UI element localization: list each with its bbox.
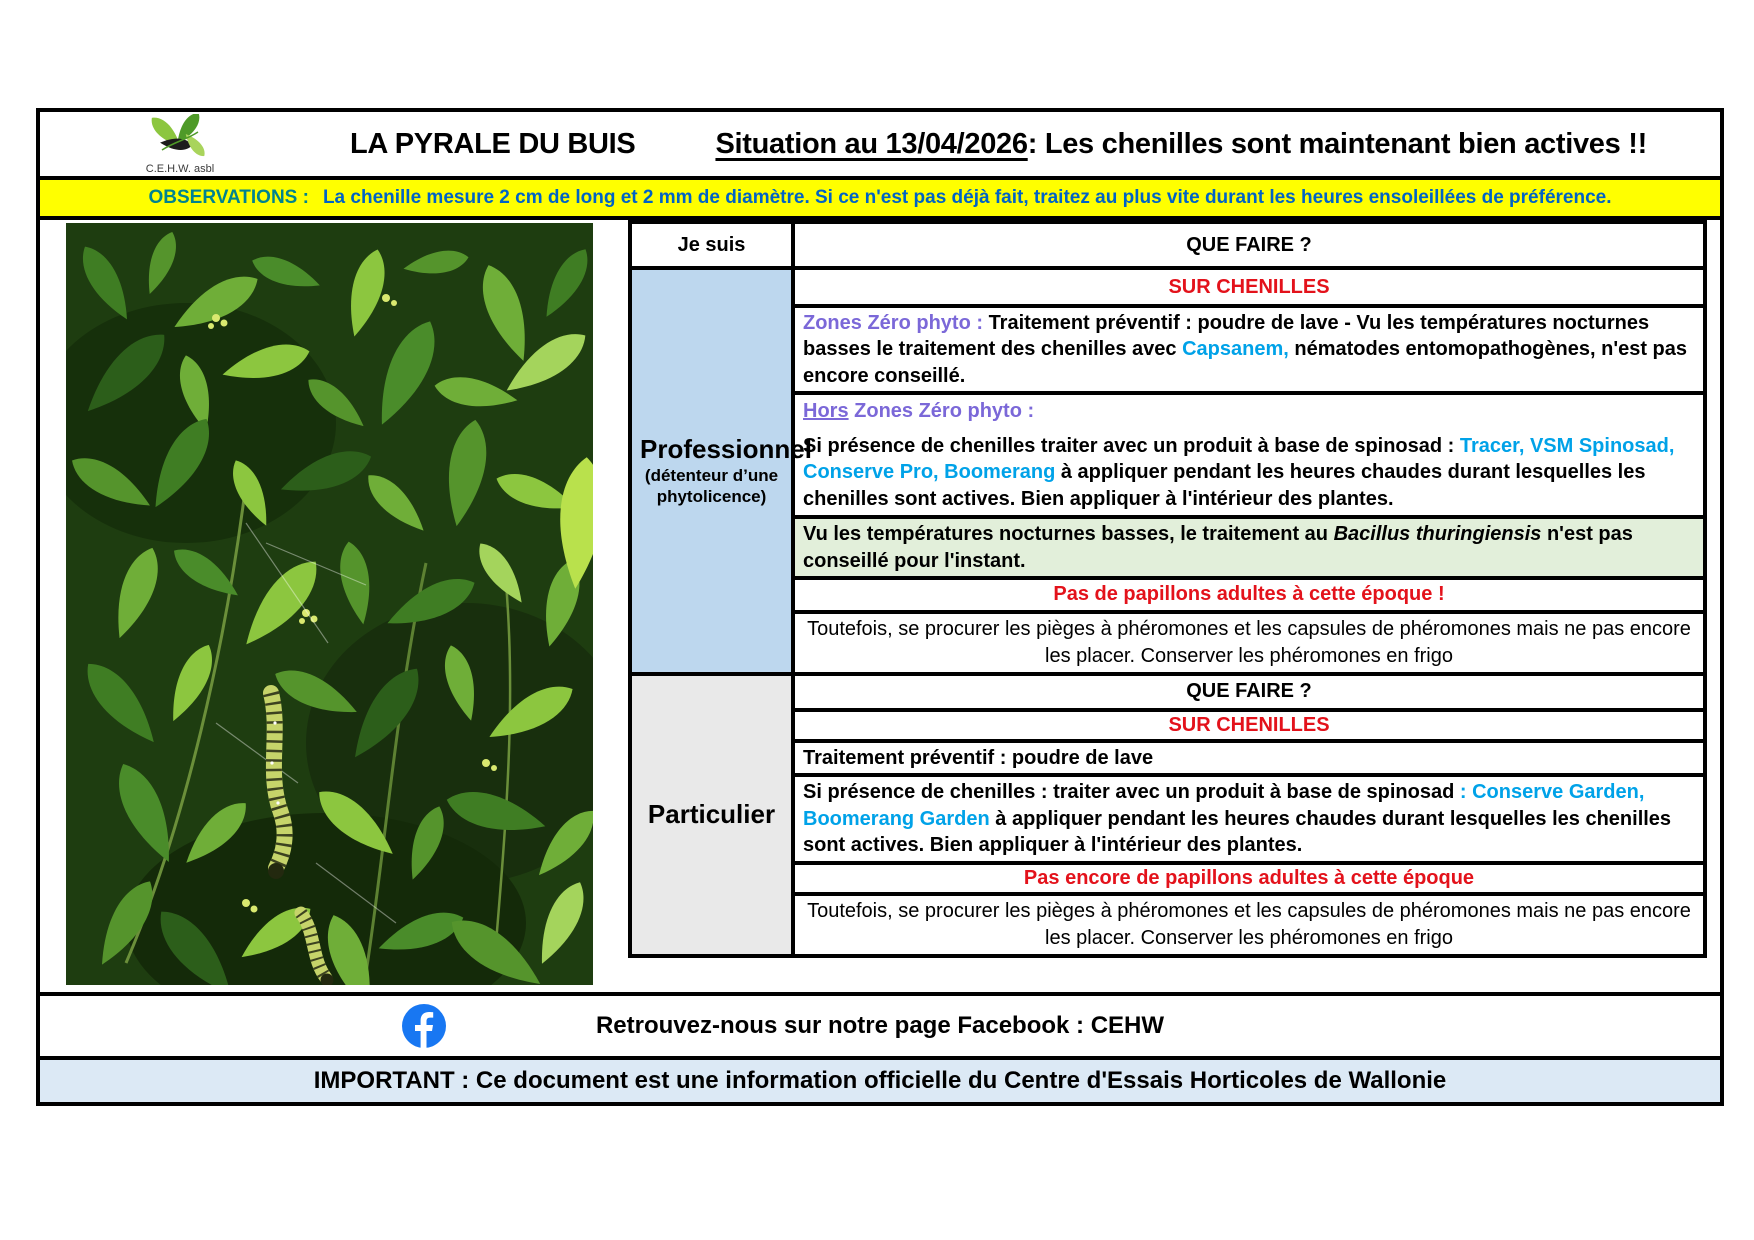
professionnel-subtitle-2: phytolicence)	[656, 487, 767, 507]
leaf-logo-icon	[132, 114, 228, 160]
cell-particulier	[630, 674, 793, 956]
logo-caption: C.E.H.W. asbl	[145, 162, 215, 175]
cell-professionnel	[630, 268, 812, 674]
facebook-icon[interactable]	[402, 1004, 446, 1048]
part-papillons-alert: Pas encore de papillons adultes à cette époque	[793, 863, 1705, 894]
document-title: LA PYRALE DU BUIS	[350, 127, 636, 160]
observations-text: La chenille mesure 2 cm de long et 2 mm de diamètre. Si ce n'est pas déjà fait, traitez au plus vite durant les heures ensoleillées de préférence.	[322, 187, 1612, 208]
part-spinosad-paragraph	[793, 775, 1705, 862]
situation-text: : Les chenilles sont maintenant bien actives !!	[1027, 127, 1647, 160]
pro-sur-chenilles-header: SUR CHENILLES	[793, 268, 1705, 306]
part-que-faire-header: QUE FAIRE ?	[793, 674, 1705, 710]
cehw-logo	[95, 114, 265, 175]
hors-label-underlined: Hors	[803, 400, 849, 423]
spinosad-text-end: à appliquer pendant les heures chaudes durant lesquelles les chenilles sont actives. Bien appliquer à l'intérieur des plantes.	[803, 807, 1672, 857]
facebook-row	[40, 996, 1720, 1056]
product-capsanem: Capsanem,	[1182, 338, 1289, 361]
facebook-text: Retrouvez-nous sur notre page Facebook : CEHW	[595, 1012, 1165, 1039]
observations-label: OBSERVATIONS :	[148, 187, 309, 208]
spinosad-text: Si présence de chenilles : traiter avec un produit à base de spinosad	[803, 781, 1455, 804]
observations-banner	[40, 176, 1720, 220]
products-particulier: : Conserve Garden, Boomerang Garden	[803, 781, 1645, 830]
hors-label-rest: Zones Zéro phyto :	[854, 400, 1035, 423]
situation-date: Situation au 13/04/2026	[715, 127, 1028, 160]
main-content	[40, 220, 1720, 996]
hors-text-end: à appliquer pendant les heures chaudes durant lesquelles les chenilles sont actives. Bien appliquer à l'intérieur des plantes.	[803, 461, 1646, 510]
advice-table	[628, 220, 1707, 958]
col-header-je-suis: Je suis	[630, 222, 793, 268]
boxwood-caterpillar-photo	[66, 223, 593, 985]
zones-text-end: nématodes entomopathogènes, n'est pas encore conseillé.	[803, 338, 1687, 387]
pro-bacillus-note	[793, 517, 1705, 578]
part-preventif: Traitement préventif : poudre de lave	[793, 741, 1705, 775]
particulier-label: Particulier	[647, 799, 776, 830]
pro-hors-zones-paragraph	[793, 393, 1705, 517]
zones-text: Traitement préventif : poudre de lave - Vu les températures nocturnes basses le traitement des chenilles avec	[803, 312, 1650, 361]
products-pro: Tracer, VSM Spinosad, Conserve Pro, Boomerang	[803, 434, 1675, 484]
professionnel-subtitle-1: (détenteur d’une	[644, 466, 779, 486]
bacillus-species: Bacillus thuringiensis	[1333, 523, 1542, 546]
part-sur-chenilles-header: SUR CHENILLES	[793, 710, 1705, 741]
professionnel-label: Professionnel	[640, 434, 812, 465]
bulletin-container	[36, 108, 1724, 1106]
pro-zones-zero-phyto-paragraph	[793, 306, 1705, 393]
col-header-que-faire: QUE FAIRE ?	[793, 222, 1705, 268]
title	[350, 128, 1647, 161]
pro-papillons-alert: Pas de papillons adultes à cette époque !	[793, 578, 1705, 612]
important-banner: IMPORTANT : Ce document est une information officielle du Centre d'Essais Horticoles de Wallonie	[40, 1056, 1720, 1102]
pro-toutefois-note: Toutefois, se procurer les pièges à phéromones et les capsules de phéromones mais ne pas encore les placer. Conserver les phéromones en frigo	[793, 612, 1705, 674]
bacillus-text: Vu les températures nocturnes basses, le traitement au	[803, 523, 1329, 546]
zones-zero-phyto-label: Zones Zéro phyto :	[803, 312, 983, 334]
document-header	[40, 112, 1720, 176]
bacillus-text-end: n'est pas conseillé pour l'instant.	[803, 523, 1633, 572]
part-toutefois-note: Toutefois, se procurer les pièges à phéromones et les capsules de phéromones mais ne pas encore les placer. Conserver les phéromones en frigo	[793, 894, 1705, 956]
hors-text: Si présence de chenilles traiter avec un produit à base de spinosad :	[803, 434, 1455, 457]
